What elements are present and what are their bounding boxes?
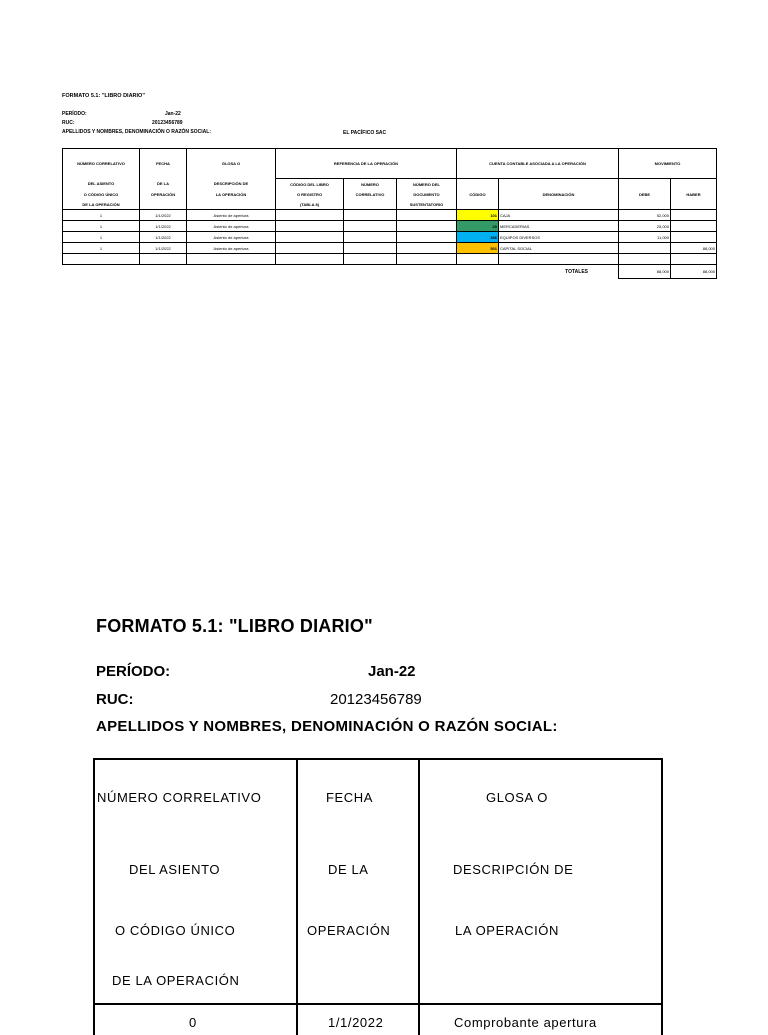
hdr-haber: HABER (671, 189, 717, 199)
hdr-glosa-line2: DESCRIPCIÓN DE (187, 179, 276, 190)
table-row (63, 210, 717, 221)
row-glosa: Asiento de apertura (187, 210, 276, 221)
row-fecha: 1/1/2022 (140, 221, 187, 232)
total-haber: 88,000 (671, 265, 717, 279)
row-num: 1 (63, 232, 140, 243)
zoom-hdr-num-correlativo: NÚMERO CORRELATIVO DEL ASIENTO O CÓDIGO ÚNICO DE LA OPERACIÓN (97, 790, 262, 988)
row-codigo: 501 (457, 243, 499, 254)
hdr-numero-documento-line2: DOCUMENTO (397, 189, 457, 199)
row-debe: 25,000 (619, 221, 671, 232)
document-page-overview (0, 0, 768, 340)
hdr-denominacion: DENOMINACIÓN (499, 189, 619, 199)
hdr-num-correlativo: NÚMERO CORRELATIVO (63, 149, 140, 179)
zoom-row-num: 0 (189, 1015, 197, 1030)
row-codigo: 336 (457, 232, 499, 243)
row-codigo: 101 (457, 210, 499, 221)
zoom-periodo-label: PERÍODO: (96, 663, 171, 680)
row-debe (619, 243, 671, 254)
periodo-label: PERÍODO: (62, 111, 87, 117)
row-denominacion: MERCADERIAS (499, 221, 619, 232)
row-fecha: 1/1/2022 (140, 232, 187, 243)
hdr-fecha-line2: DE LA (140, 179, 187, 190)
hdr-numero-documento-line3: SUSTENTATORIO (397, 199, 457, 210)
zoom-razon-social-label: APELLIDOS Y NOMBRES, DENOMINACIÓN O RAZÓN SOCIAL: (96, 718, 558, 735)
hdr-numero-correlativo: NÚMERO (344, 179, 397, 190)
total-debe: 88,000 (619, 265, 671, 279)
row-codigo: 20 (457, 221, 499, 232)
ruc-label: RUC: (62, 120, 75, 126)
row-denominacion: CAPITAL SOCIAL (499, 243, 619, 254)
hdr-glosa-line3: LA OPERACIÓN (187, 189, 276, 199)
hdr-numero-correlativo-line2: CORRELATIVO (344, 189, 397, 199)
hdr-referencia: REFERENCIA DE LA OPERACIÓN (276, 149, 457, 179)
row-denominacion: CAJA (499, 210, 619, 221)
hdr-movimiento: MOVIMIENTO (619, 149, 717, 179)
hdr-debe: DEBE (619, 189, 671, 199)
hdr-numero-documento: NÚMERO DEL (397, 179, 457, 190)
totales-label: TOTALES (565, 268, 588, 275)
row-fecha: 1/1/2022 (140, 243, 187, 254)
row-fecha: 1/1/2022 (140, 210, 187, 221)
hdr-num-line4: DE LA OPERACIÓN (63, 199, 140, 210)
ruc-value: 20123456789 (152, 120, 183, 126)
table-row-empty (63, 254, 717, 265)
hdr-codigo-libro-line2: O REGISTRO (276, 189, 344, 199)
table-row (63, 221, 717, 232)
razon-social-value: EL PACÍFICO SAC (343, 130, 387, 136)
zoom-table-row (94, 1004, 662, 1035)
table-row (63, 232, 717, 243)
zoom-libro-diario-table (93, 758, 663, 1035)
row-debe: 52,000 (619, 210, 671, 221)
zoom-periodo-value: Jan-22 (368, 663, 416, 680)
document-zoomed-view (0, 600, 768, 1030)
hdr-num-line3: O CÓDIGO ÚNICO (63, 189, 140, 199)
hdr-fecha: FECHA (140, 149, 187, 179)
zoom-ruc-value: 20123456789 (330, 691, 422, 708)
zoom-hdr-glosa: GLOSA O DESCRIPCIÓN DE LA OPERACIÓN (453, 790, 574, 938)
row-denominacion: EQUIPOS DIVERSOS (499, 232, 619, 243)
row-glosa: Asiento de apertura (187, 221, 276, 232)
hdr-codigo-libro: CÓDIGO DEL LIBRO (276, 179, 344, 190)
zoom-row-glosa: Comprobante apertura (454, 1015, 597, 1030)
libro-diario-table (62, 148, 717, 279)
row-haber: 88,000 (671, 243, 717, 254)
hdr-codigo: CÓDIGO (457, 189, 499, 199)
row-debe: 11,000 (619, 232, 671, 243)
zoom-doc-title: FORMATO 5.1: "LIBRO DIARIO" (96, 616, 373, 636)
row-haber (671, 232, 717, 243)
row-haber (671, 221, 717, 232)
hdr-glosa: GLOSA O (187, 149, 276, 179)
doc-title: FORMATO 5.1: "LIBRO DIARIO" (62, 93, 145, 99)
hdr-codigo-libro-line3: (TABLA 8) (276, 199, 344, 210)
totals-row (63, 265, 717, 279)
hdr-num-line2: DEL ASIENTO (63, 179, 140, 190)
periodo-value: Jan-22 (165, 111, 181, 117)
hdr-fecha-line3: OPERACIÓN (140, 189, 187, 199)
row-glosa: Asiento de apertura (187, 243, 276, 254)
row-num: 1 (63, 210, 140, 221)
table-row (63, 243, 717, 254)
zoom-hdr-fecha: FECHA DE LA OPERACIÓN (307, 790, 391, 938)
zoom-ruc-label: RUC: (96, 691, 134, 708)
row-haber (671, 210, 717, 221)
row-num: 1 (63, 243, 140, 254)
razon-social-label: APELLIDOS Y NOMBRES, DENOMINACIÓN O RAZÓN SOCIAL: (62, 129, 211, 135)
zoom-row-fecha: 1/1/2022 (328, 1015, 384, 1030)
row-num: 1 (63, 221, 140, 232)
hdr-cuenta-contable: CUENTA CONTABLE ASOCIADA A LA OPERACIÓN (457, 149, 619, 179)
row-glosa: Asiento de apertura (187, 232, 276, 243)
